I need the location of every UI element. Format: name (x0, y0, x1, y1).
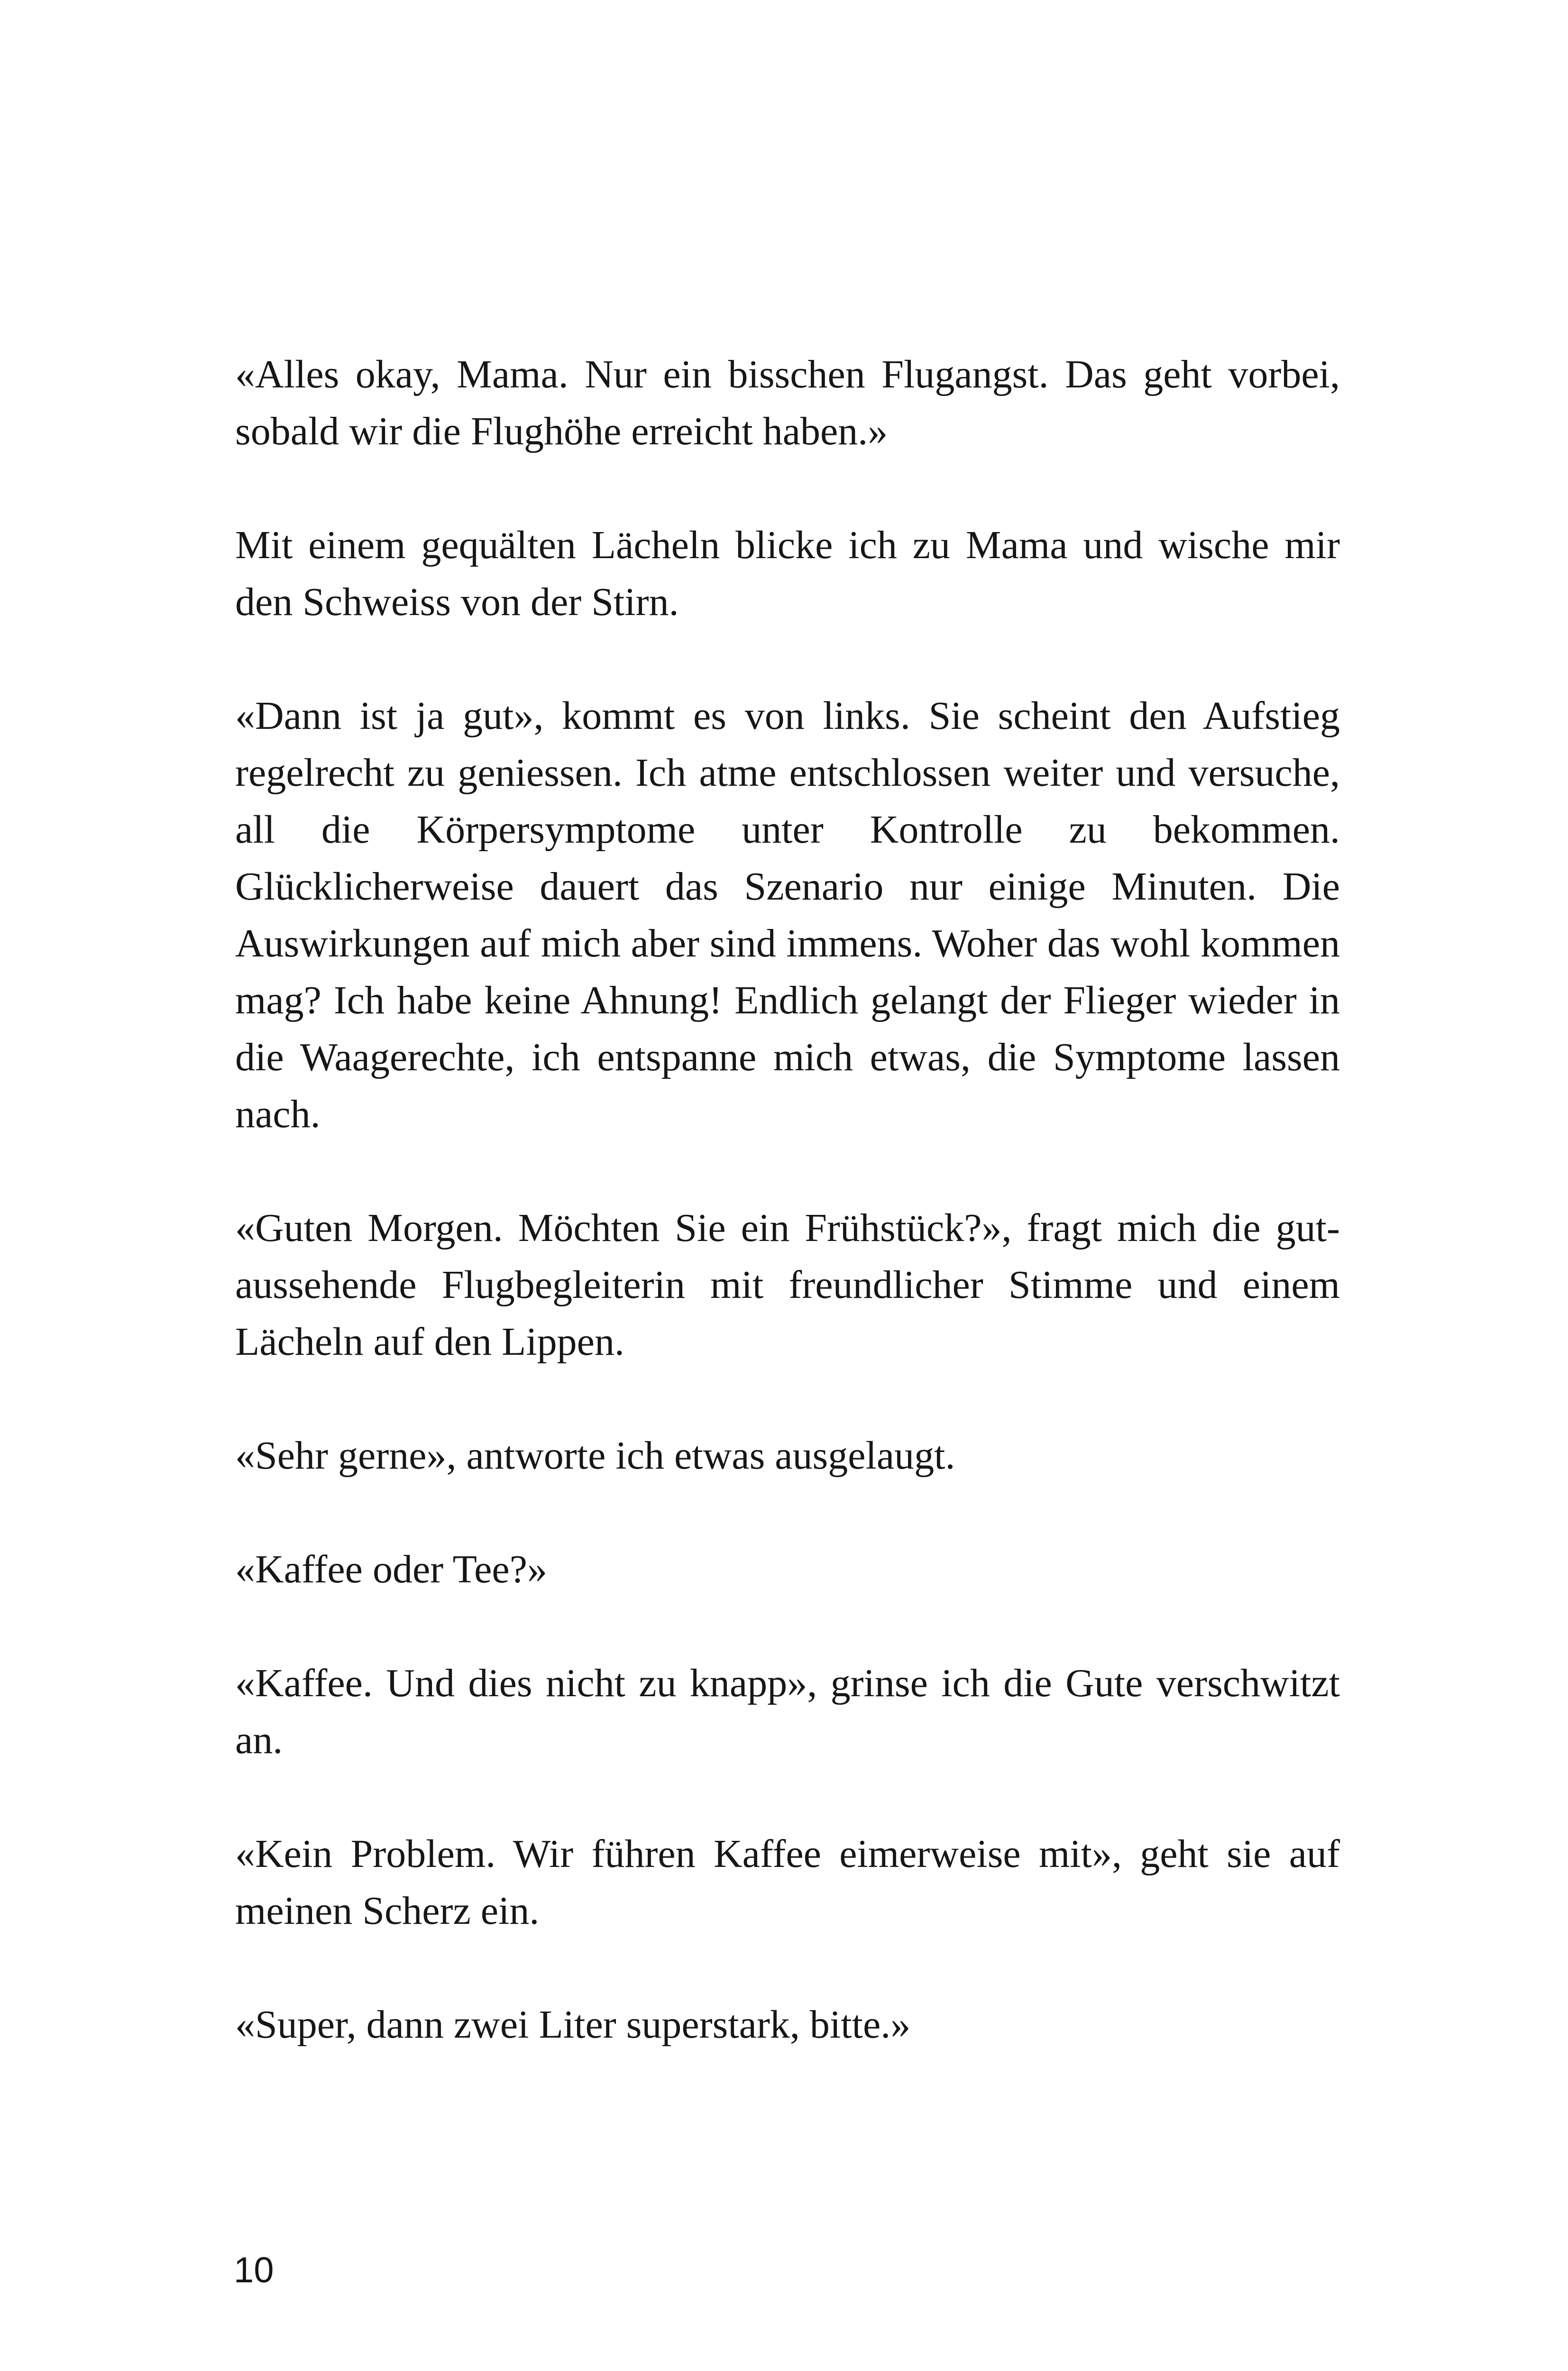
paragraph: «Super, dann zwei Liter superstark, bitte.» (235, 2003, 911, 2047)
paragraph: «Sehr gerne», antworte ich etwas ausgelaugt. (235, 1434, 955, 1478)
paragraph: «Guten Morgen. Möchten Sie ein Frühstück?», fragt mich die gutaussehende Flugbegleiterin mit freundlicher Stimme und einem Lächeln auf den Lippen. (235, 1206, 1340, 1364)
paragraph: «Kaffee. Und dies nicht zu knapp», grinse ich die Gute verschwitzt an. (235, 1661, 1340, 1762)
body-text (235, 346, 1340, 2053)
paragraph: Mit einem gequälten Lächeln blicke ich zu Mama und wische mir den Schweiss von der Stirn. (235, 523, 1340, 624)
page-number: 10 (234, 2250, 274, 2290)
paragraph: «Kein Problem. Wir führen Kaffee eimerweise mit», geht sie auf meinen Scherz ein. (235, 1832, 1340, 1933)
paragraph: «Kaffee oder Tee?» (235, 1547, 547, 1591)
paragraph: «Alles okay, Mama. Nur ein bisschen Flugangst. Das geht vorbei, sobald wir die Flughöhe erreicht haben.» (235, 352, 1340, 453)
paragraph: «Dann ist ja gut», kommt es von links. Sie scheint den Aufstieg regelrecht zu geniessen. Ich atme entschlossen weiter und versuche, all die Körpersymptome unter Kontrolle zu bekommen. Glücklicherweise dauert das Szenario nur einige Minuten. Die Auswirkungen auf mich aber sind immens. Woher das wohl kommen mag? Ich habe keine Ahnung! Endlich gelangt der Flieger wieder in die Waagerechte, ich entspanne mich etwas, die Symptome lassen nach. (235, 694, 1340, 1136)
